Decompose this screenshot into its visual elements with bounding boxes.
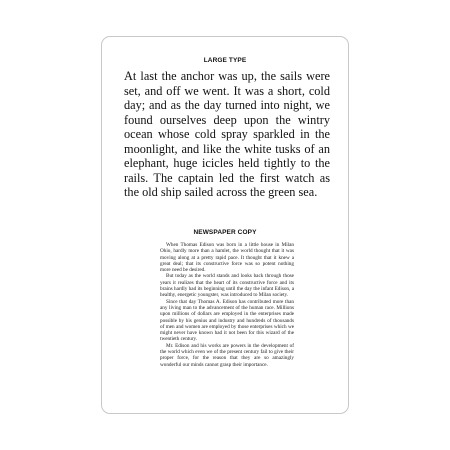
reading-test-card [101,36,349,414]
newspaper-paragraph: Mr. Edison and his works are powers in the development of the world which even we of the present century fail to give their proper force, for the reason that they are so amazingly wonderful our minds cannot grasp their importance. [160,342,294,368]
large-type-paragraph: At last the anchor was up, the sails were set, and off we went. It was a short, cold day; and as the day turned into night, we found ourselves deep upon the wintry ocean whose cold spray sparkled in the moonlight, and like the white tusks of an elephant, huge icicles held tightly to the rails. The captain led the first watch as the old ship sailed across the green sea. [124,69,330,199]
newspaper-copy-body [160,242,294,368]
newspaper-paragraph: When Thomas Edison was born in a little house in Milan Ohio, hardly more than a hamlet, the world thought that it was moving along at a pretty rapid pace. It thought that it knew a great deal; that its constructive force was so potent nothing more need be desired. [160,242,294,274]
newspaper-paragraph: Since that day Thomas A. Edison has contributed more than any living man to the advancement of the human race. Millions upon millions of dollars are employed in the enterprises made possible by his genius and industry and hundreds of thousands of men and women are employed by those enterprises which we might never have known had it not been for this wizard of the twentieth century. [160,298,294,343]
newspaper-copy-heading: NEWSPAPER COPY [193,229,257,236]
newspaper-paragraph: But today as the world stands and looks back through those years it realizes that the heart of its constructive force and its brains hardly had its beginning until the day the infant Edison, a healthy, energetic youngster, was introduced to Milan society. [160,273,294,299]
large-type-heading: LARGE TYPE [203,57,247,64]
